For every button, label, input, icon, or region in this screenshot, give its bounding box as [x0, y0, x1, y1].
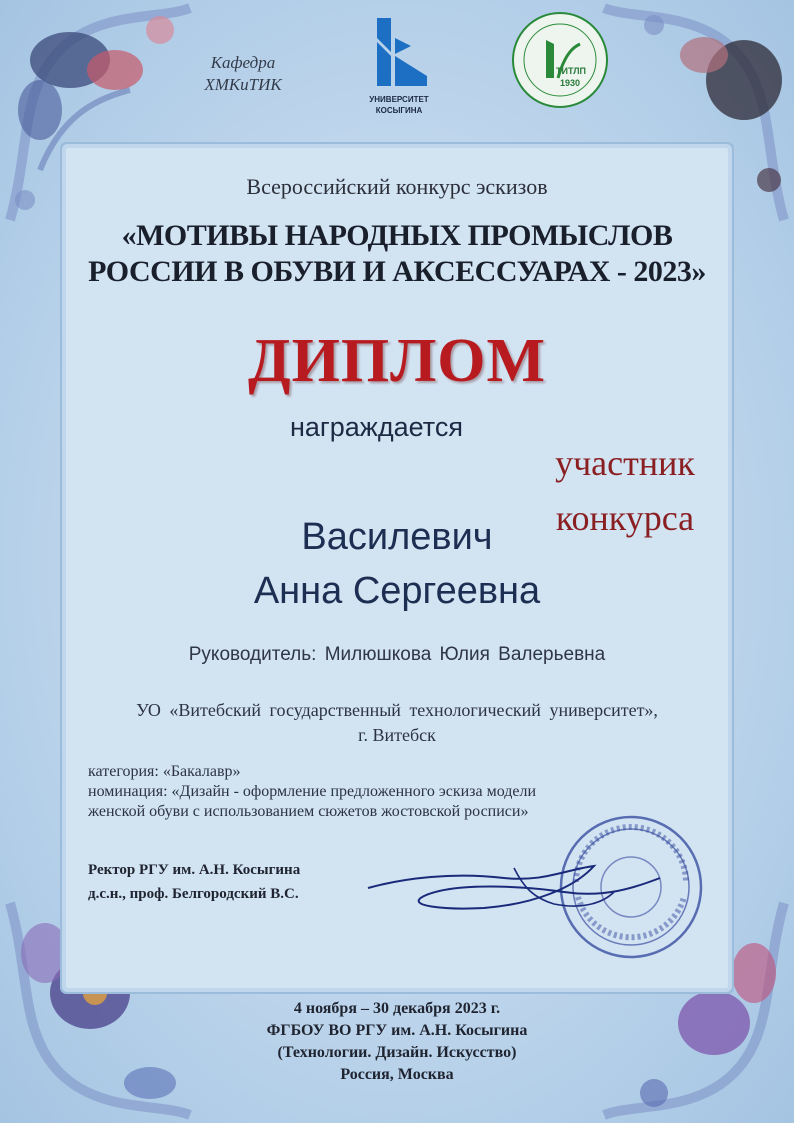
supervisor-line: Руководитель: Милюшкова Юлия Валерьевна: [188, 644, 606, 665]
university-logo-icon: [367, 16, 431, 88]
nomination-line2: женской обуви с использованием сюжетов жостовской росписи»: [88, 803, 529, 820]
university-logo: [362, 16, 436, 115]
category-line: категория: «Бакалавр»: [88, 763, 241, 780]
organization-name: УО «Витебский государственный технологический университет»,: [136, 700, 658, 720]
footer: [0, 998, 794, 1086]
nomination-line1: номинация: «Дизайн - оформление предложенного эскиза модели: [88, 783, 537, 800]
recipient-surname: Василевич: [301, 516, 493, 558]
department-title: Кафедра: [210, 53, 276, 72]
role-line1: участник: [555, 443, 695, 483]
university-logo-text-1: УНИВЕРСИТЕТ: [369, 95, 429, 104]
department-label: [188, 52, 298, 96]
rector-title: Ректор РГУ им. А.Н. Косыгина: [88, 862, 301, 878]
footer-organization: ФГБОУ ВО РГУ им. А.Н. Косыгина: [266, 1022, 528, 1039]
awarded-label: награждается: [290, 412, 463, 442]
footer-dates: 4 ноября – 30 декабря 2023 г.: [293, 1000, 501, 1017]
footer-motto: (Технологии. Дизайн. Искусство): [277, 1044, 517, 1061]
contest-motto-line2: РОССИИ В ОБУВИ И АКСЕССУАРАХ - 2023»: [88, 255, 706, 288]
rector-block: [88, 858, 300, 906]
university-logo-text-2: КОСЫГИНА: [375, 106, 423, 115]
contest-motto-line1: «МОТИВЫ НАРОДНЫХ ПРОМЫСЛОВ: [121, 219, 673, 252]
contest-motto: [0, 218, 794, 290]
titlp-logo-year: 1930: [560, 78, 581, 88]
titlp-logo-label: ТИТЛП: [556, 66, 587, 76]
department-name: ХМКиТИК: [204, 75, 282, 94]
contest-title: Всероссийский конкурс эскизов: [246, 174, 548, 199]
titlp-seal-icon: [510, 10, 610, 110]
diploma-heading: ДИПЛОМ: [247, 327, 547, 395]
footer-place: Россия, Москва: [340, 1066, 454, 1083]
rector-signature-icon: [364, 848, 664, 928]
recipient-given-names: Анна Сергеевна: [253, 570, 541, 612]
recipient-name: [0, 510, 794, 618]
role-line2: конкурса: [555, 498, 695, 538]
organization: [0, 698, 794, 748]
rector-name: д.с.н., проф. Белгородский В.С.: [88, 886, 299, 902]
organization-city: г. Витебск: [358, 725, 436, 745]
